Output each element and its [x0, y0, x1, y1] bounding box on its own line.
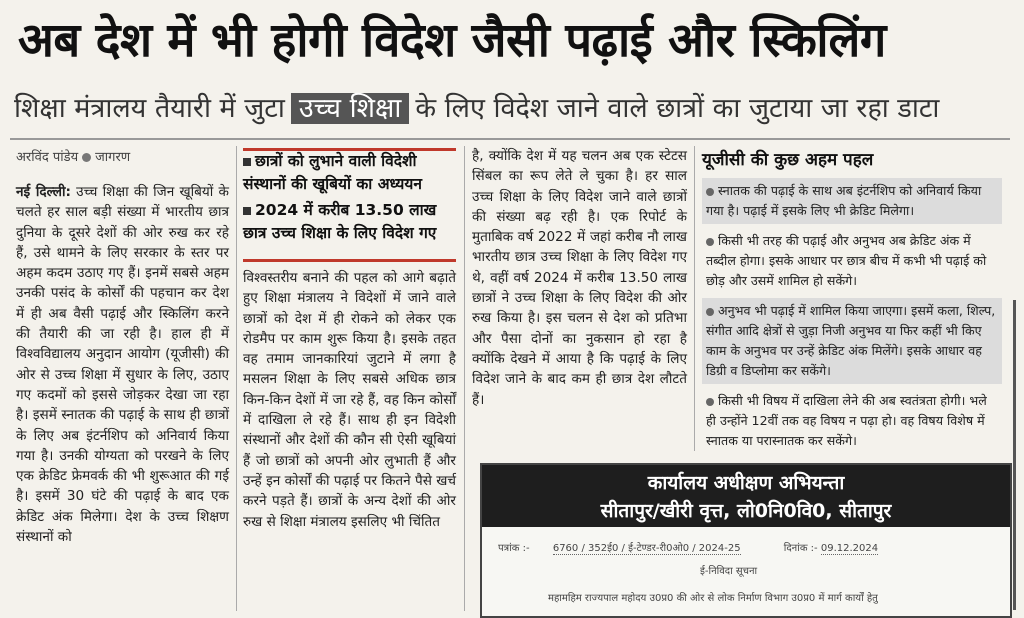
headline: अब देश में भी होगी विदेश जैसी पढ़ाई और स्किलिंग [18, 13, 886, 68]
notice-date-label: दिनांक :- [783, 543, 818, 554]
summary-box [243, 150, 456, 248]
edge-rule [1013, 300, 1016, 610]
sidebar-box [702, 148, 1002, 458]
top-divider [10, 138, 1010, 140]
subheadline-part-2: के लिए विदेश जाने वाले छात्रों का जुटाया जा रहा डाटा [415, 93, 940, 124]
tender-notice-header [482, 465, 1010, 527]
sidebar-item [702, 178, 1002, 224]
byline [16, 147, 130, 165]
notice-ref-label: पत्रांक :- [498, 543, 530, 554]
subheadline-highlight: उच्च शिक्षा [291, 93, 409, 124]
column-1-text: उच्च शिक्षा की जिन खूबियों के चलते हर साल बड़ी संख्या में भारतीय छात्र दुनिया के दूसरे देशों की ओर रुख कर रहे हैं, उसे थामने के लिए सरकार के स्तर पर अहम कदम उठाए गए हैं। इनमें सबसे अहम उनकी पसंद के कोर्सों की पहचान कर देश में ही अब वैसी पढ़ाई और स्किलिंग करने की तैयारी की जा रही है। हाल ही में विश्वविद्यालय अनुदान आयोग (यूजीसी) की ओर से उच्च शिक्षा में सुधार के लिए, उठाए गए कदमों को इससे जोड़कर देखा जा रहा है। इसमें स्नातक की पढ़ाई के साथ ही छात्रों के लिए अब इंटर्नशिप को अनिवार्य किया गया है। उनकी योग्यता को परखने के लिए एक क्रेडिट फ्रेमवर्क की भी शुरूआत की गई है। इसमें 30 घंटे की पढ़ाई के बाद एक क्रेडिट अंक मिलेगा। देश के उच्च शिक्षण संस्थानों को [16, 184, 229, 546]
summary-item-2-text: 2024 में करीब 13.50 लाख छात्र उच्च शिक्षा के लिए विदेश गए [243, 201, 437, 242]
sidebar-title: यूजीसी की कुछ अहम पहल [702, 150, 874, 170]
sidebar-item [702, 228, 1002, 294]
square-bullet-icon [243, 158, 251, 166]
subheadline-part-1: शिक्षा मंत्रालय तैयारी में जुटा [14, 93, 285, 124]
notice-ref-row [498, 540, 998, 554]
notice-body: महामहिम राज्यपाल महोदय उ0प्र0 की ओर से लोक निर्माण विभाग उ0प्र0 में मार्ग कार्यों हेतु [548, 593, 878, 604]
article-column-2: विश्वस्तरीय बनाने की पहल को आगे बढ़ाते हुए शिक्षा मंत्रालय ने विदेशों में जाने वाले छात्रों को देश में ही रोकने को लेकर एक रोडमैप पर काम शुरू किया है। इसके तहत वह तमाम जानकारियां जुटाने में लगा है मसलन शिक्षा के लिए सबसे अधिक छात्र किन-किन देशों में जा रहे हैं, वह किन कोर्सों में दाखिला ले रहे हैं। साथ ही इन विदेशी संस्थानों और देशों की कौन सी ऐसी खूबियां हैं जो छात्रों को अपनी ओर लुभाती हैं और उन्हें इन कोर्सों की पढ़ाई पर कितने पैसे खर्च करने पड़ते हैं। छात्रों के अन्य देशों की ओर रुख से शिक्षा मंत्रालय इसलिए भी चिंतित [243, 270, 456, 530]
sidebar-item-text: स्नातक की पढ़ाई के साथ अब इंटर्नशिप को अनिवार्य किया गया है। पढ़ाई में इसके लिए भी क्रेडिट मिलेगा। [706, 183, 982, 218]
notice-office-location: सीतापुर/खीरी वृत्त, लो0नि0वि0, सीतापुर [600, 500, 892, 522]
column-divider [694, 146, 695, 451]
byline-source: जागरण [95, 150, 131, 165]
bullet-icon [82, 153, 91, 162]
column-divider [464, 146, 465, 611]
bullet-icon [706, 188, 714, 196]
article-column-1 [16, 182, 229, 547]
sidebar-item-text: किसी भी विषय में दाखिला लेने की अब स्वतंत्रता होगी। भले ही उन्होंने 12वीं तक वह विषय न पढ़ा हो। वह विषय विशेष में स्नातक या परास्नातक कर सकेंगे। [706, 393, 987, 448]
sidebar-item-text: किसी भी तरह की पढ़ाई और अनुभव अब क्रेडिट अंक में तब्दील होगा। इसके आधार पर छात्र बीच में कभी भी पढ़ाई को छोड़ और उसमें शामिल हो सकेंगे। [706, 233, 987, 288]
summary-item-1-text: छात्रों को लुभाने वाली विदेशी संस्थानों की खूबियों का अध्ययन [243, 152, 422, 193]
sidebar-item [702, 388, 1002, 454]
sidebar-item [702, 298, 1002, 384]
bullet-icon [706, 398, 714, 406]
dateline: नई दिल्ली: [16, 184, 71, 200]
notice-subject: ई-निविदा सूचना [700, 566, 758, 577]
summary-item [243, 199, 456, 245]
notice-ref-value: 6760 / 352ई0 / ई-टेण्डर-री0ओ0 / 2024-25 [552, 543, 741, 554]
sidebar-item-text: अनुभव भी पढ़ाई में शामिल किया जाएगा। इसमें कला, शिल्प, संगीत आदि क्षेत्रों से जुड़ा निजी अनुभव या फिर कहीं भी किए काम के अनुभव पर उन्हें क्रेडिट अंक मिलेंगे। इसके आधार वह डिग्री व डिप्लोमा कर सकेंगे। [706, 303, 996, 378]
square-bullet-icon [243, 207, 251, 215]
byline-author: अरविंद पांडेय [16, 150, 79, 165]
column-divider [236, 146, 237, 611]
notice-date-value: 09.12.2024 [820, 543, 879, 554]
summary-item [243, 150, 456, 196]
bullet-icon [706, 238, 714, 246]
subheadline [14, 86, 1014, 132]
article-column-3: है, क्योंकि देश में यह चलन अब एक स्टेटस सिंबल का रूप लेते ले चुका है। हर साल उच्च शिक्षा के लिए विदेश जाने वाले छात्रों की संख्या बढ़ रही है। एक रिपोर्ट के मुताबिक वर्ष 2022 में जहां करीब नौ लाख भारतीय छात्र उच्च शिक्षा के लिए विदेश गए थे, वहीं वर्ष 2024 में करीब 13.50 लाख छात्रों ने उच्च शिक्षा के लिए विदेश की ओर रुख किया है। इस चलन से देश को प्रतिभा और पैसा दोनों का नुकसान हो रहा है क्योंकि देखने में आया है कि पढ़ाई के लिए विदेश जाने के बाद कम ही छात्र देश लौटते हैं। [472, 148, 687, 408]
notice-office: कार्यालय अधीक्षण अभियन्ता [647, 472, 845, 494]
summary-bottom-rule [243, 259, 456, 262]
bullet-icon [706, 308, 714, 316]
